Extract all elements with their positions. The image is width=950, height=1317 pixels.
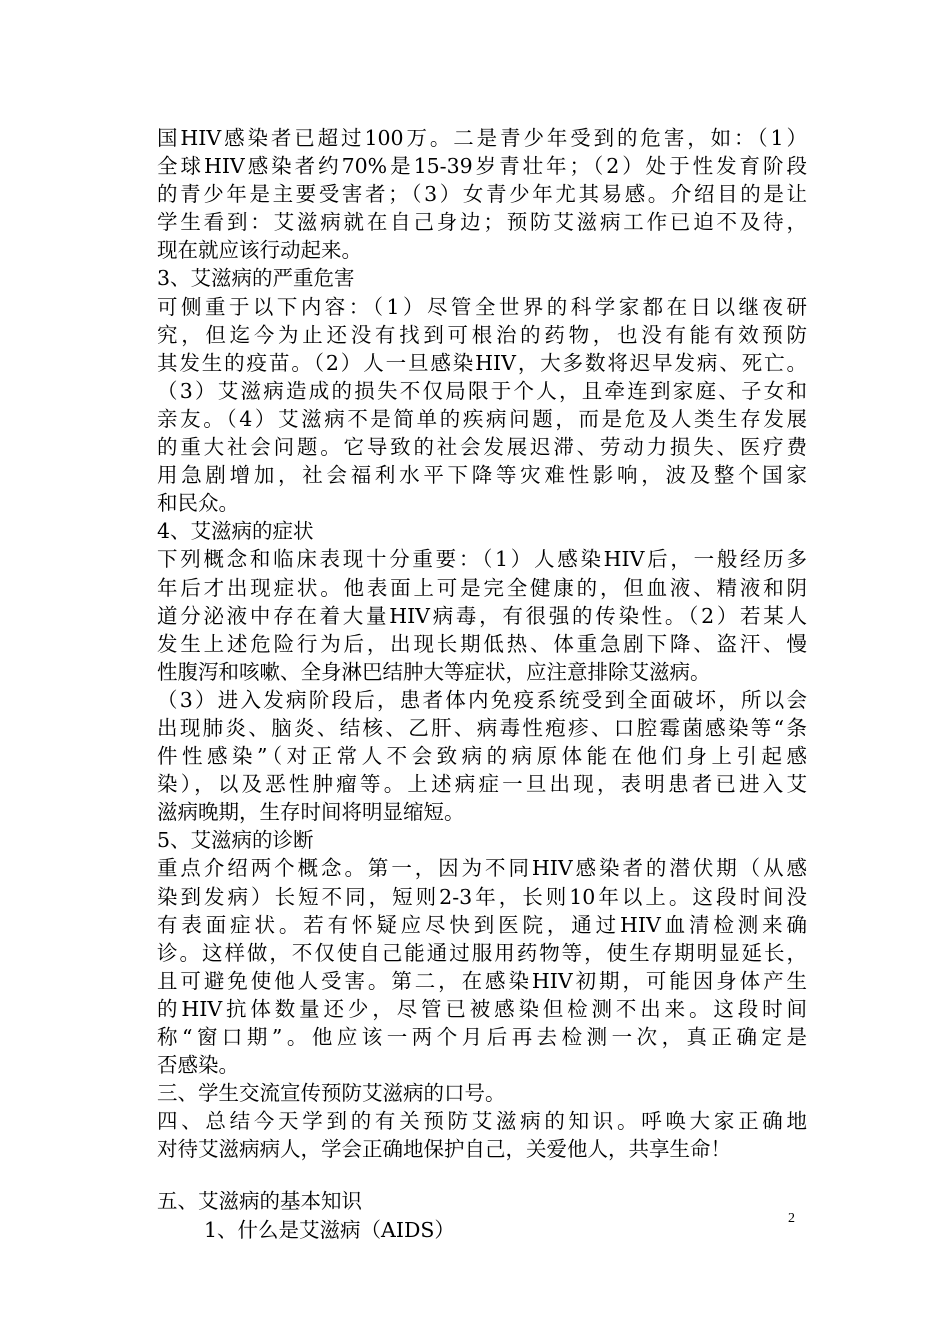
text-line: 国HIV感染者已超过100万。二是青少年受到的危害，如：（1）	[157, 126, 807, 150]
text-line: 究，但迄今为止还没有找到可根治的药物，也没有能有效预防	[157, 322, 807, 347]
text-line: 且可避免使他人受害。第二，在感染HIV初期，可能因身体产生	[157, 968, 807, 993]
text-line: 染），以及恶性肿瘤等。上述病症一旦出现，表明患者已进入艾	[157, 772, 807, 797]
text-line: 学生看到：艾滋病就在自己身边；预防艾滋病工作已迫不及待，	[157, 210, 807, 235]
text-line: 年后才出现症状。他表面上可是完全健康的，但血液、精液和阴	[157, 575, 807, 600]
text-line: 和民众。	[157, 491, 239, 516]
text-line: 亲友。（4）艾滋病不是简单的疾病问题，而是危及人类生存发展	[157, 406, 807, 431]
text-line: 性腹泻和咳嗽、全身淋巴结肿大等症状，应注意排除艾滋病。	[157, 659, 711, 684]
text-line: 全球HIV感染者约70%是15-39岁青壮年；（2）处于性发育阶段	[157, 154, 807, 179]
text-line: 的重大社会问题。它导致的社会发展迟滞、劳动力损失、医疗费	[157, 435, 807, 460]
subsection-heading: 4、艾滋病的症状	[157, 519, 314, 544]
text-line: 发生上述危险行为后，出现长期低热、体重急剧下降、盗汗、慢	[157, 631, 807, 656]
text-line: 可侧重于以下内容：（1）尽管全世界的科学家都在日以继夜研	[157, 294, 807, 319]
subsection-heading: 5、艾滋病的诊断	[157, 828, 314, 853]
text-line: 称“窗口期”。他应该一两个月后再去检测一次，真正确定是	[157, 1025, 807, 1049]
text-line: 重点介绍两个概念。第一，因为不同HIV感染者的潜伏期（从感	[157, 856, 807, 881]
text-line: 有表面症状。若有怀疑应尽快到医院，通过HIV血清检测来确	[157, 912, 807, 937]
sub-heading: 1、什么是艾滋病（AIDS）	[204, 1217, 455, 1242]
text-line: 出现肺炎、脑炎、结核、乙肝、病毒性疱疹、口腔霉菌感染等“条	[157, 715, 807, 740]
text-line: 四、总结今天学到的有关预防艾滋病的知识。呼唤大家正确地	[157, 1109, 807, 1134]
text-line: 的HIV抗体数量还少，尽管已被感染但检测不出来。这段时间	[157, 996, 807, 1021]
text-line: 下列概念和临床表现十分重要：（1）人感染HIV后，一般经历多	[157, 547, 807, 572]
text-line: 否感染。	[157, 1053, 239, 1078]
text-line: （3）进入发病阶段后，患者体内免疫系统受到全面破坏，所以会	[157, 687, 807, 712]
text-line: 件性感染”（对正常人不会致病的病原体能在他们身上引起感	[157, 744, 807, 769]
subsection-heading: 3、艾滋病的严重危害	[157, 266, 355, 291]
text-line: 诊。这样做，不仅使自己能通过服用药物等，使生存期明显延长，	[157, 940, 807, 965]
section-heading: 五、艾滋病的基本知识	[157, 1189, 362, 1214]
text-line: 对待艾滋病病人，学会正确地保护自己，关爱他人，共享生命！	[157, 1137, 731, 1162]
text-line: 滋病晚期，生存时间将明显缩短。	[157, 800, 465, 825]
paragraph-gap	[157, 1163, 807, 1187]
page-number: 2	[788, 1211, 795, 1226]
text-line: （3）艾滋病造成的损失不仅局限于个人，且牵连到家庭、子女和	[157, 378, 807, 403]
text-line: 其发生的疫苗。（2）人一旦感染HIV，大多数将迟早发病、死亡。	[157, 350, 807, 375]
text-line: 道分泌液中存在着大量HIV病毒，有很强的传染性。（2）若某人	[157, 603, 807, 628]
text-line: 现在就应该行动起来。	[157, 238, 362, 263]
document-body	[157, 124, 807, 1244]
text-line: 用急剧增加，社会福利水平下降等灾难性影响，波及整个国家	[157, 463, 807, 488]
text-line: 的青少年是主要受害者；（3）女青少年尤其易感。介绍目的是让	[157, 182, 807, 207]
text-line: 三、学生交流宣传预防艾滋病的口号。	[157, 1081, 506, 1106]
text-line: 染到发病）长短不同，短则2-3年，长则10年以上。这段时间没	[157, 884, 807, 909]
